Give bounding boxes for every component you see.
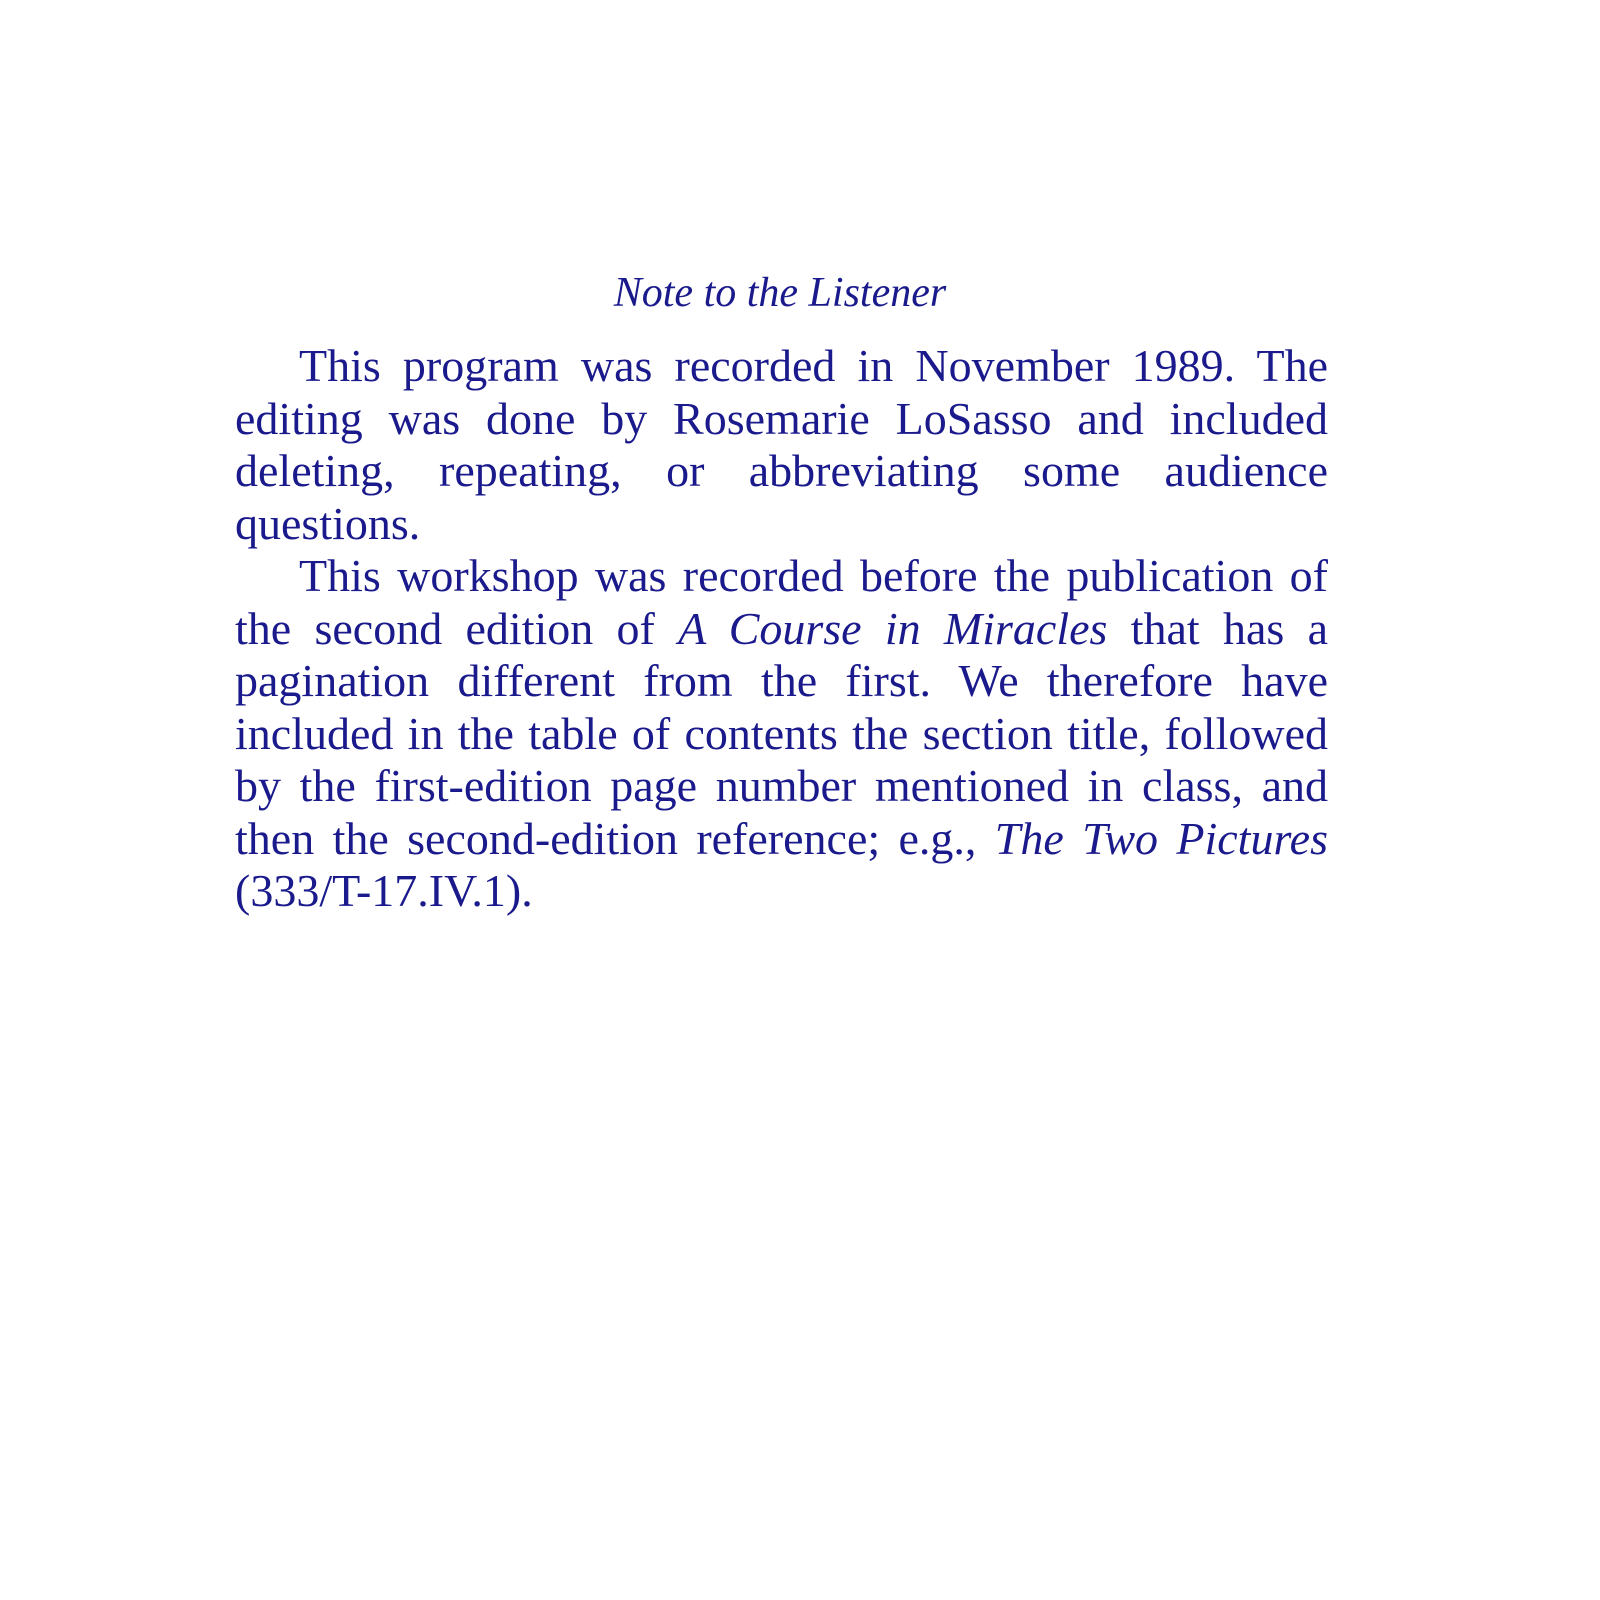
- paragraph-edition-note-part-1: This workshop was recorded before the publication of the second edition of: [235, 550, 1328, 654]
- paragraph-edition-note-part-2: that has a pagination different from the first. We therefore have included in the table of contents the section title, followed by the first-edition page number mentioned in class, and then the second-edition reference; e.g.,: [235, 602, 1329, 864]
- paragraph-recording-note: This program was recorded in November 1989. The editing was done by Rosemarie LoSasso and included deleting, repeating, or abbreviating some audience questions.: [235, 340, 1328, 549]
- paragraph-edition-note: [235, 550, 1328, 918]
- page-heading: Note to the Listener: [613, 270, 947, 316]
- paragraph-edition-note-part-3: (333/T-17.IV.1).: [235, 865, 533, 916]
- body-text: [235, 340, 1328, 918]
- book-title: A Course in Miracles: [678, 602, 1108, 654]
- example-section-title: The Two Pictures: [994, 812, 1328, 864]
